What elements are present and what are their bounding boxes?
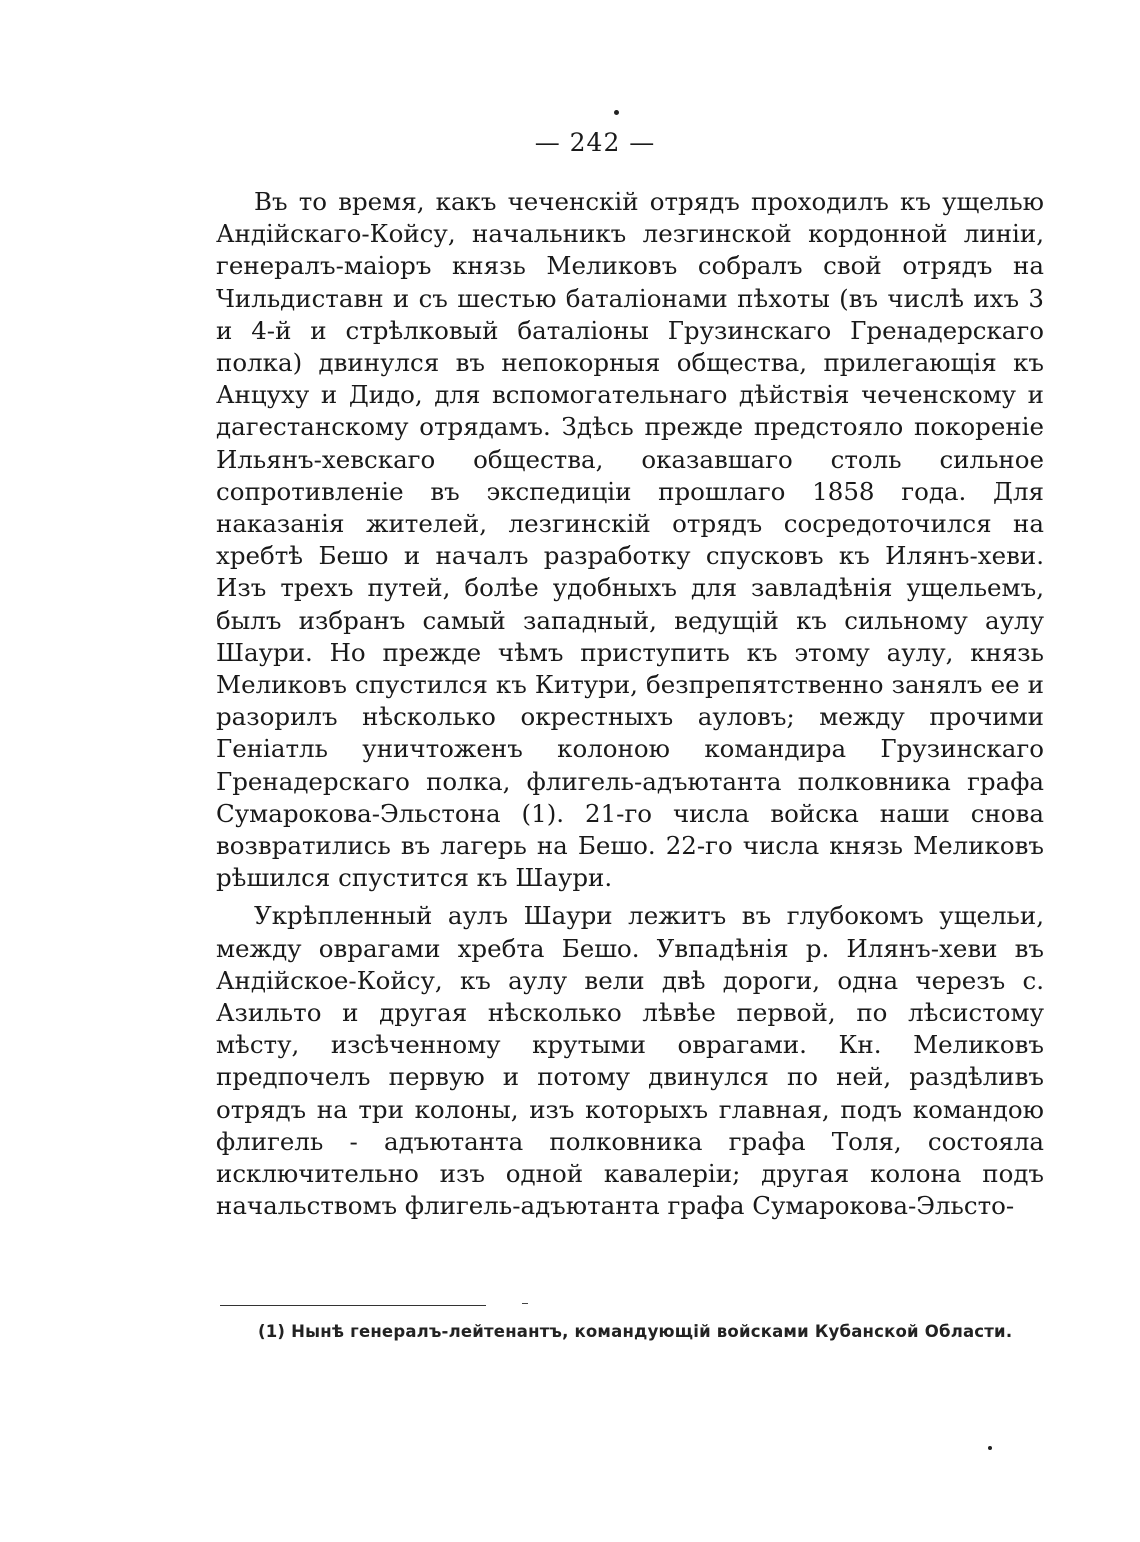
print-speck	[988, 1446, 992, 1450]
print-speck-line	[522, 1303, 528, 1304]
page-number: — 242 —	[534, 128, 656, 157]
footnote: (1) Нынѣ генералъ-лейтенантъ, командующій войсками Кубанской Области.	[258, 1322, 1013, 1341]
paragraph-1: Въ то время, какъ чеченскій отрядъ проходилъ къ ущелью Андійскаго-Койсу, начальникъ лезгинской кордонной линіи, генералъ-маіоръ князь Меликовъ собралъ свой отрядъ на Чильдиставн и съ шестью баталіонами пѣхоты (въ числѣ ихъ 3 и 4-й и стрѣлковый баталіоны Грузинскаго Гренадерскаго полка) двинулся въ непокорныя общества, прилегающія къ Анцуху и Дидо, для вспомогательнаго дѣйствія чеченскому и дагестанскому отрядамъ. Здѣсь прежде предстояло покореніе Ильянъ-хевскаго общества, оказавшаго столь сильное сопротивленіе въ экспедиціи прошлаго 1858 года. Для наказанія жителей, лезгинскій отрядъ сосредоточился на хребтѣ Бешо и началъ разработку спусковъ къ Илянъ-хеви. Изъ трехъ путей, болѣе удобныхъ для завладѣнія ущельемъ, былъ избранъ самый западный, ведущій къ сильному аулу Шаури. Но прежде чѣмъ приступить къ этому аулу, князь Меликовъ спустился къ Китури, безпрепятственно занялъ ее и разорилъ нѣсколько окрестныхъ ауловъ; между прочими Геніатль уничтоженъ колоною командира Грузинскаго Гренадерскаго полка, флигель-адъютанта полковника графа Сумарокова-Эльстона (1). 21-го числа войска наши снова возвратились въ лагерь на Бешо. 22-го числа князь Меликовъ рѣшился спустится къ Шаури.	[216, 187, 1044, 893]
print-speck	[614, 110, 619, 115]
main-text	[216, 186, 1044, 1223]
footnote-divider	[220, 1305, 486, 1306]
paragraph-2: Укрѣпленный аулъ Шаури лежитъ въ глубокомъ ущельи, между оврагами хребта Бешо. Увпадѣнія р. Илянъ-хеви въ Андійское-Койсу, къ аулу вели двѣ дороги, одна черезъ с. Азильто и другая нѣсколько лѣвѣе первой, по лѣсистому мѣсту, изсѣченному крутыми оврагами. Кн. Меликовъ предпочелъ первую и потому двинулся по ней, раздѣливъ отрядъ на три колоны, изъ которыхъ главная, подъ командою флигель - адъютанта полковника графа Толя, состояла исключительно изъ одной кавалеріи; другая колона подъ начальствомъ флигель-адъютанта графа Сумарокова-Эльсто-	[216, 901, 1044, 1221]
